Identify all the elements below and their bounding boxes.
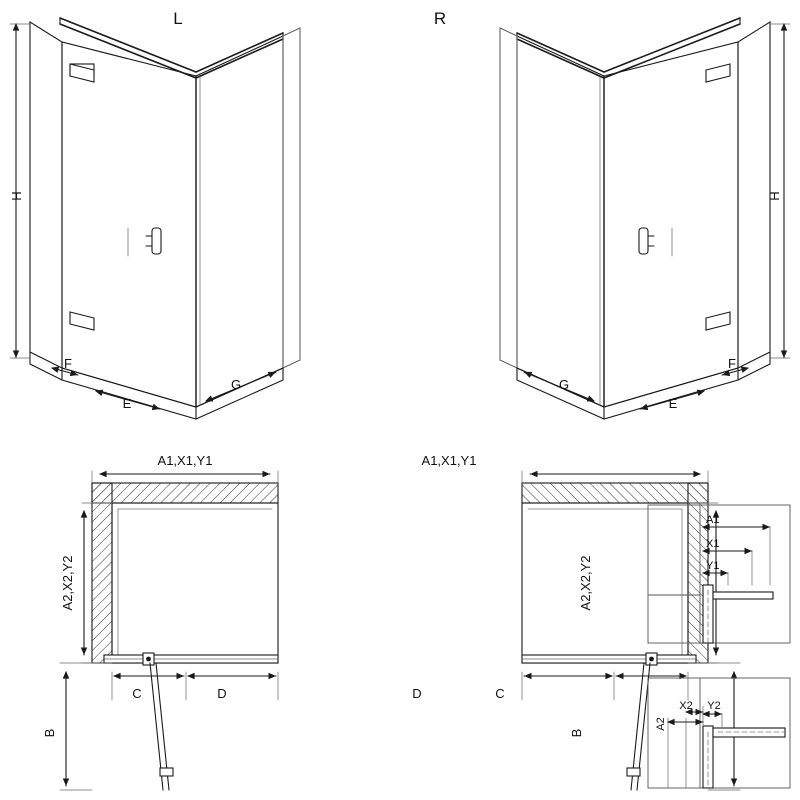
plan-left-dim-b: B — [42, 728, 57, 738]
plan-right-dim-b: B — [569, 728, 584, 738]
dim-f-right: F — [728, 356, 736, 371]
dim-g-left: G — [230, 377, 242, 392]
dim-e-left: E — [122, 396, 132, 411]
plan-right-top-label: A1,X1,Y1 — [421, 453, 477, 468]
dim-f-left: F — [64, 356, 72, 371]
plan-right-dim-c: C — [495, 686, 505, 701]
plan-left-side-label: A2,X2,Y2 — [60, 555, 75, 611]
detail-bottom-label-x2: X2 — [679, 700, 693, 712]
plan-left-dim-c: C — [132, 686, 142, 701]
plan-left-top-label: A1,X1,Y1 — [157, 453, 213, 468]
dim-e-right: E — [668, 396, 678, 411]
iso-view-left — [10, 18, 300, 419]
detail-top-label-x1: X1 — [706, 538, 720, 550]
detail-view-bottom — [648, 678, 790, 788]
detail-bottom-label-y2: Y2 — [707, 700, 721, 712]
iso-view-right — [500, 18, 790, 419]
dim-h-right: H — [767, 191, 782, 201]
detail-top-label-y1: Y1 — [706, 560, 720, 572]
dim-h-left: H — [9, 191, 24, 201]
plan-right-side-label: A2,X2,Y2 — [578, 555, 593, 611]
detail-top-label-a1: A1 — [706, 514, 720, 526]
plan-right-dim-d: D — [412, 686, 422, 701]
detail-bottom-label-a2: A2 — [655, 717, 667, 731]
plan-view-left — [60, 471, 278, 790]
label-right-handing: R — [433, 9, 447, 28]
dim-g-right: G — [558, 377, 570, 392]
plan-left-dim-d: D — [217, 686, 227, 701]
label-left-handing: L — [173, 9, 183, 28]
